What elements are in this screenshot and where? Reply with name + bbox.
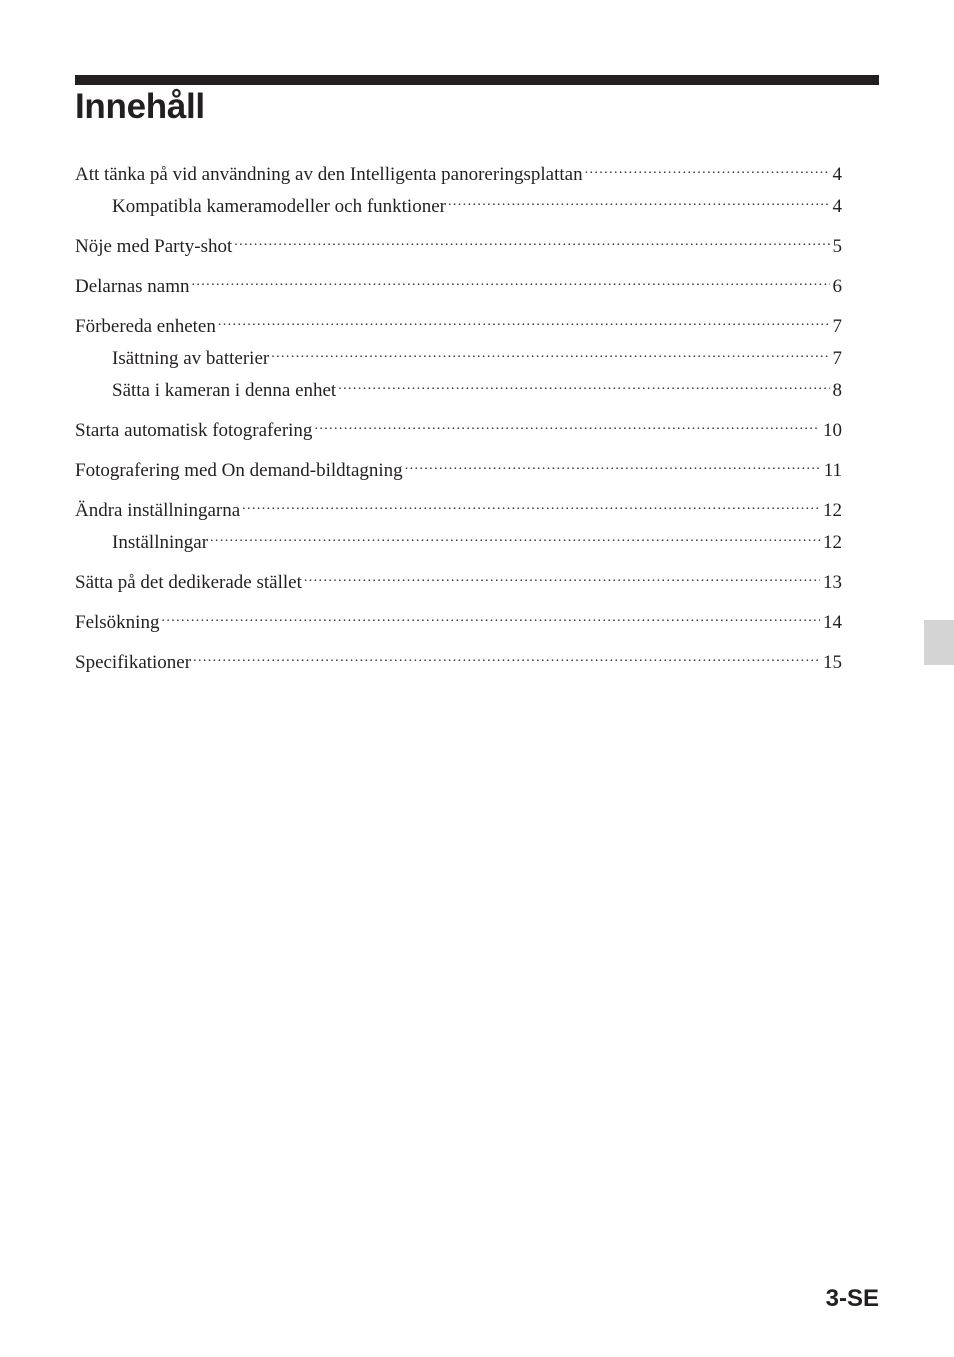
toc-entry[interactable] [75,490,842,522]
toc-entry-page: 5 [832,236,842,257]
toc-entry[interactable] [75,226,842,258]
dot-leader [161,602,820,628]
toc-entry[interactable] [75,186,842,218]
toc-entry-label: Inställningar [112,532,209,553]
toc-entry-page: 8 [832,380,842,401]
section-tab-marker [924,620,954,665]
table-of-contents [75,154,842,674]
dot-leader [193,642,820,668]
toc-entry[interactable] [75,602,842,634]
toc-entry-label: Fotografering med On demand-bildtagning [75,460,403,481]
toc-entry-label: Delarnas namn [75,276,190,297]
toc-entry-label: Starta automatisk fotografering [75,420,313,441]
dot-leader [405,450,821,476]
toc-entry[interactable] [75,370,842,402]
dot-leader [314,410,820,436]
toc-entry-label: Felsökning [75,612,160,633]
toc-entry-label: Sätta i kameran i denna enhet [112,380,337,401]
toc-entry-page: 11 [823,460,842,481]
toc-entry[interactable] [75,266,842,298]
toc-entry-page: 4 [832,164,842,185]
toc-entry-label: Ändra inställningarna [75,500,241,521]
dot-leader [234,226,829,252]
toc-entry-label: Isättning av batterier [112,348,270,369]
toc-entry-page: 6 [832,276,842,297]
toc-entry-page: 15 [823,652,842,673]
dot-leader [218,306,830,332]
dot-leader [210,522,820,548]
toc-entry-page: 7 [832,316,842,337]
dot-leader [338,370,829,396]
toc-entry[interactable] [75,154,842,186]
toc-entry-label: Sätta på det dedikerade stället [75,572,302,593]
toc-entry[interactable] [75,306,842,338]
dot-leader [585,154,830,180]
dot-leader [448,186,830,212]
page-number: 3-SE [825,1285,879,1312]
toc-entry-page: 4 [832,196,842,217]
toc-entry[interactable] [75,522,842,554]
toc-entry-page: 12 [823,532,842,553]
toc-entry-label: Kompatibla kameramodeller och funktioner [112,196,446,217]
toc-entry[interactable] [75,338,842,370]
toc-entry-page: 12 [823,500,842,521]
toc-entry-page: 7 [832,348,842,369]
dot-leader [304,562,820,588]
title-rule [75,75,879,85]
page-title: Innehåll [75,87,205,126]
toc-entry-label: Specifikationer [75,652,192,673]
toc-entry[interactable] [75,410,842,442]
toc-entry-page: 14 [823,612,842,633]
toc-entry-page: 13 [823,572,842,593]
toc-entry[interactable] [75,562,842,594]
toc-entry[interactable] [75,642,842,674]
dot-leader [242,490,820,516]
toc-entry-page: 10 [823,420,842,441]
toc-entry[interactable] [75,450,842,482]
toc-entry-label: Förbereda enheten [75,316,216,337]
toc-entry-label: Nöje med Party-shot [75,236,233,257]
dot-leader [191,266,829,292]
dot-leader [271,338,829,364]
toc-entry-label: Att tänka på vid användning av den Intelligenta panoreringsplattan [75,164,583,185]
